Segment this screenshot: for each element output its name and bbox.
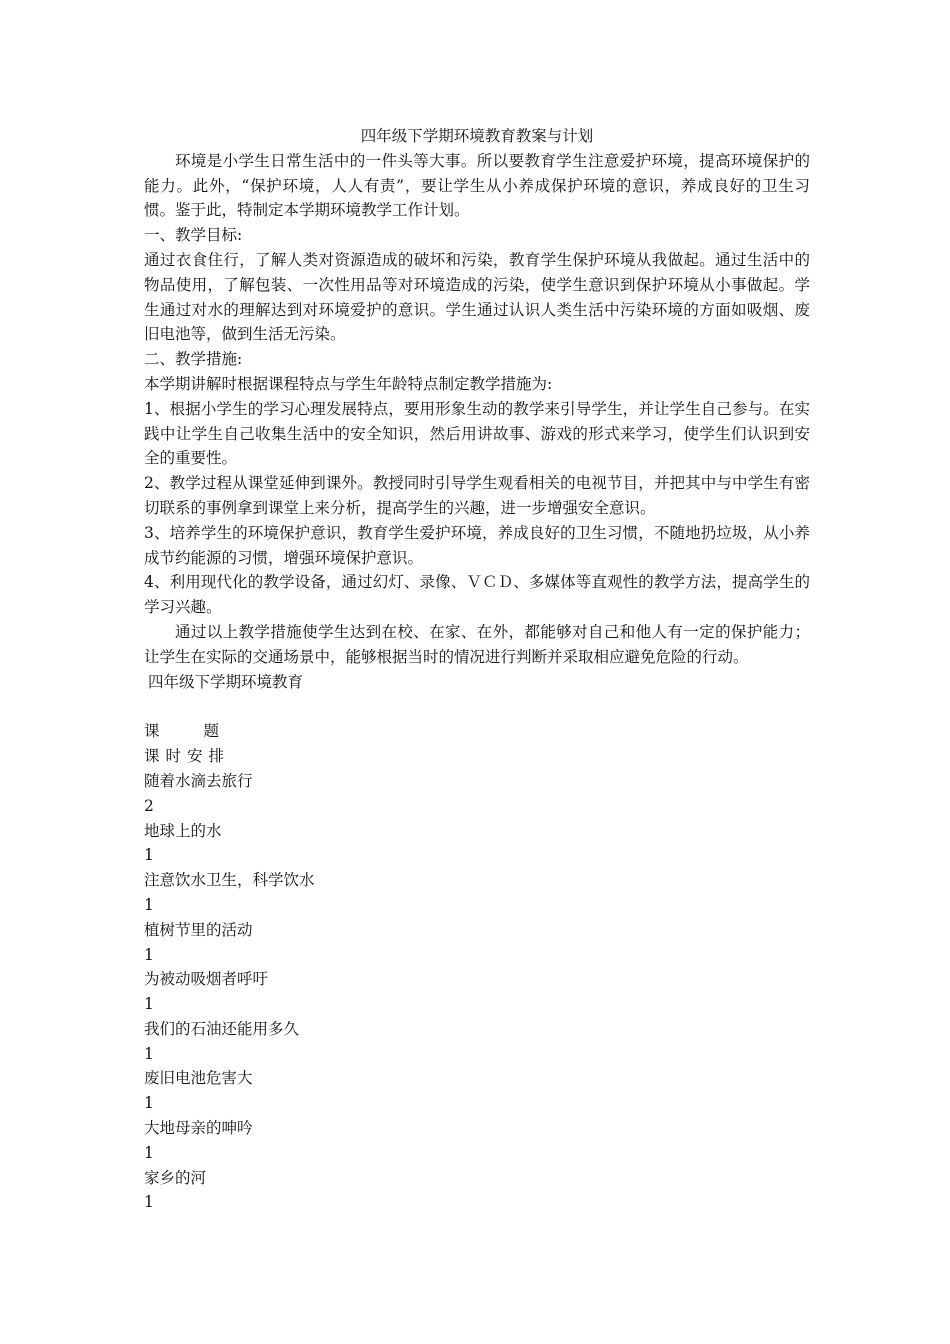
schedule-table xyxy=(144,719,810,1215)
schedule-topic: 家乡的河 xyxy=(144,1168,207,1187)
spacer xyxy=(144,694,810,719)
schedule-topic: 注意饮水卫生，科学饮水 xyxy=(144,871,315,890)
schedule-hours: 1 xyxy=(144,846,154,865)
schedule-topic: 废旧电池危害大 xyxy=(144,1069,253,1088)
schedule-topic: 大地母亲的呻吟 xyxy=(144,1119,253,1138)
schedule-hours: 1 xyxy=(144,995,154,1014)
schedule-hours: 1 xyxy=(144,895,154,914)
schedule-header-hours: 课时安排 xyxy=(144,747,231,766)
schedule-topic: 我们的石油还能用多久 xyxy=(144,1019,300,1038)
schedule-hours: 1 xyxy=(144,1094,154,1113)
schedule-hours: 1 xyxy=(144,945,154,964)
section-heading-goals: 一、教学目标: xyxy=(144,226,243,245)
schedule-header-topic xyxy=(144,719,810,744)
header-topic-char: 课 xyxy=(144,722,160,741)
schedule-hours: 1 xyxy=(144,1143,154,1162)
conclusion-paragraph: 通过以上教学措施使学生达到在校、在家、在外，都能够对自己和他人有一定的保护能力；让学生在实际的交通场景中，能够根据当时的情况进行判断并采取相应避免危险的行动。 xyxy=(144,622,810,666)
goals-paragraph: 通过衣食住行，了解人类对资源造成的破坏和污染，教育学生保护环境从我做起。通过生活中的物品使用，了解包装、一次性用品等对环境造成的污染，使学生意识到保护环境从小事做起。学生通过对水的理解达到对环境爱护的意识。学生通过认识人类生活中污染环境的方面如吸烟、废旧电池等，做到生活无污染。 xyxy=(144,250,810,344)
schedule-topic: 地球上的水 xyxy=(144,821,222,840)
schedule-hours: 1 xyxy=(144,1044,154,1063)
schedule-topic: 随着水滴去旅行 xyxy=(144,771,253,790)
schedule-hours: 1 xyxy=(144,1193,154,1212)
schedule-hours: 2 xyxy=(144,796,154,815)
measure-item: 2、教学过程从课堂延伸到课外。教授同时引导学生观看相关的电视节目，并把其中与中学生有密切联系的事例拿到课堂上来分析，提高学生的兴趣，进一步增强安全意识。 xyxy=(144,474,810,517)
measure-item: 3、培养学生的环境保护意识，教育学生爱护环境，养成良好的卫生习惯，不随地扔垃圾，从小养成节约能源的习惯，增强环境保护意识。 xyxy=(144,523,810,567)
document-title: 四年级下学期环境教育教案与计划 xyxy=(360,127,594,145)
document-page xyxy=(144,124,810,1215)
header-topic-char: 题 xyxy=(203,722,220,741)
schedule-title: 四年级下学期环境教育 xyxy=(148,672,304,691)
measure-item: 4、利用现代化的教学设备，通过幻灯、录像、ＶＣＤ、多媒体等直观性的教学方法，提高学生的学习兴趣。 xyxy=(144,573,810,617)
section-heading-measures: 二、教学措施: xyxy=(144,350,243,369)
intro-paragraph: 环境是小学生日常生活中的一件头等大事。所以要教育学生注意爱护环境，提高环境保护的能力。此外，“保护环境，人人有责”，要让学生从小养成保护环境的意识，养成良好的卫生习惯。鉴于此，特制定本学期环境教学工作计划。 xyxy=(144,151,810,220)
schedule-topic: 植树节里的活动 xyxy=(144,920,253,939)
measure-item: 1、根据小学生的学习心理发展特点，要用形象生动的教学来引导学生，并让学生自己参与。在实践中让学生自己收集生活中的安全知识，然后用讲故事、游戏的形式来学习，使学生们认识到安全的重要性。 xyxy=(144,399,810,468)
measures-lead: 本学期讲解时根据课程特点与学生年龄特点制定教学措施为: xyxy=(144,374,553,393)
schedule-topic: 为被动吸烟者呼吁 xyxy=(144,970,269,989)
